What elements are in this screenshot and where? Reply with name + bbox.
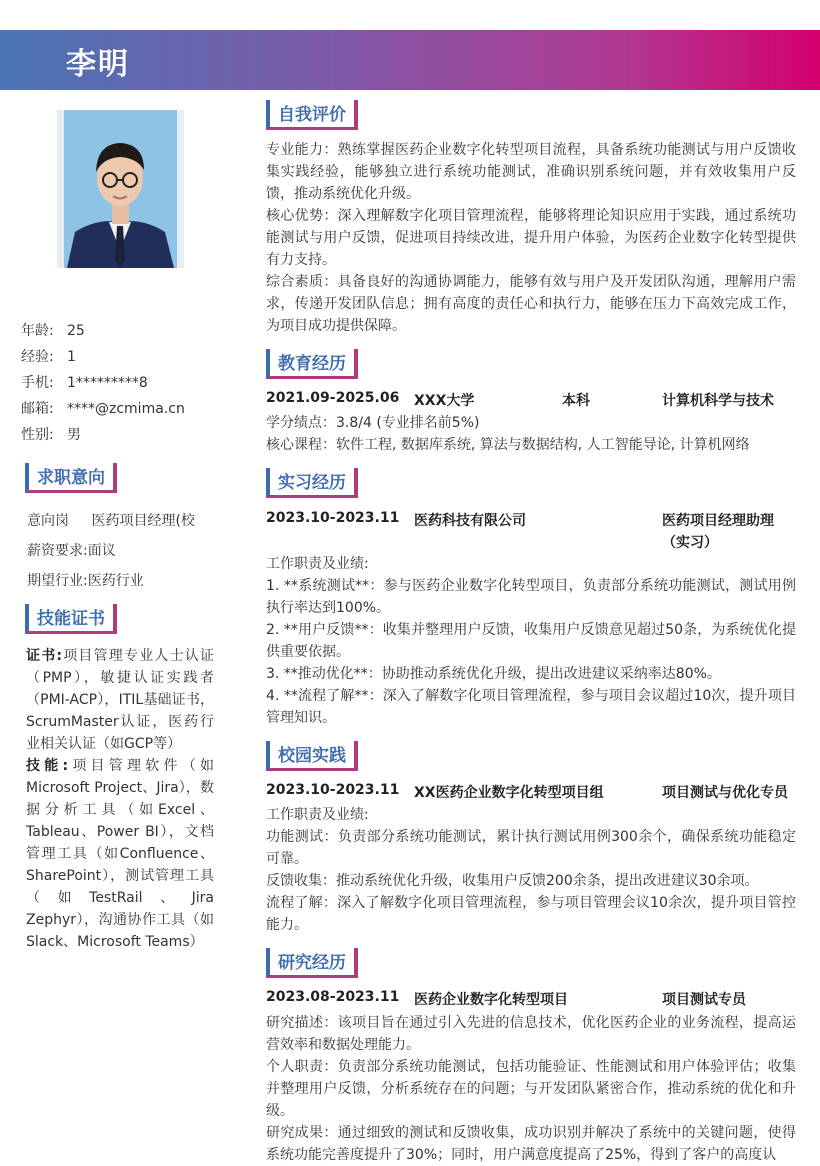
research-section-title: 研究经历 bbox=[266, 948, 358, 978]
internship-section-title: 实习经历 bbox=[266, 468, 358, 498]
research-period: 2023.08-2023.11 bbox=[266, 989, 400, 1005]
campus-role: 项目测试与优化专员 bbox=[662, 785, 788, 801]
intent-salary-value: 面议 bbox=[87, 543, 116, 559]
intent-salary bbox=[27, 540, 116, 560]
profile-label: 年龄: bbox=[21, 323, 54, 339]
internship-duties-label: 工作职责及业绩: bbox=[266, 556, 369, 572]
self-eval-qualities: 综合素质：具备良好的沟通协调能力，能够有效与用户及开发团队沟通，理解用户需求，传递开发团队信息；拥有高度的责任心和执行力，能够在压力下高效完成工作，为项目成功提供保障。 bbox=[266, 274, 796, 334]
internship-duty: 4. **流程了解**：深入了解数字化项目管理流程，参与项目会议超过10次，提升项目管理知识。 bbox=[266, 688, 796, 726]
skills-body bbox=[26, 645, 214, 953]
research-responsibility: 个人职责：负责部分系统功能测试，包括功能验证、性能测试和用户体验评估；收集并整理用户反馈，分析系统存在的问题；与开发团队紧密合作，推动系统的优化和升级。 bbox=[266, 1059, 796, 1119]
skill-label: 技能: bbox=[26, 758, 69, 774]
research-role: 项目测试专员 bbox=[662, 992, 746, 1008]
profile-email bbox=[21, 398, 185, 418]
campus-org: XX医药企业数字化转型项目组 bbox=[414, 785, 604, 801]
self-eval-professional: 专业能力：熟练掌握医药企业数字化转型项目流程，具备系统功能测试与用户反馈收集实践经验，能够独立进行系统功能测试，准确识别系统问题，并有效收集用户反馈，推动系统优化升级。 bbox=[266, 142, 796, 202]
profile-experience bbox=[21, 346, 76, 366]
campus-period: 2023.10-2023.11 bbox=[266, 782, 400, 798]
internship-role: 医药项目经理助理 bbox=[662, 513, 774, 529]
profile-label: 邮箱: bbox=[21, 401, 54, 417]
self-eval-strengths: 核心优势：深入理解数字化项目管理流程，能够将理论知识应用于实践，通过系统功能测试与用户反馈，促进项目持续改进，提升用户体验，为医药企业数字化转型提供有力支持。 bbox=[266, 208, 796, 268]
profile-label: 手机: bbox=[21, 375, 54, 391]
profile-value: 1*********8 bbox=[67, 375, 148, 391]
profile-value: 25 bbox=[67, 323, 85, 339]
candidate-name: 李明 bbox=[66, 47, 130, 82]
profile-label: 性别: bbox=[21, 427, 54, 443]
internship-company: 医药科技有限公司 bbox=[414, 513, 526, 529]
cert-label: 证书: bbox=[26, 648, 62, 664]
research-project: 医药企业数字化转型项目 bbox=[414, 992, 568, 1008]
campus-duty: 功能测试：负责部分系统功能测试，累计执行测试用例300余个，确保系统功能稳定可靠。 bbox=[266, 829, 796, 867]
intent-salary-label: 薪资要求: bbox=[27, 543, 88, 559]
profile-age bbox=[21, 320, 85, 340]
intent-industry-value: 医药行业 bbox=[87, 573, 144, 589]
profile-label: 经验: bbox=[21, 349, 54, 365]
internship-period: 2023.10-2023.11 bbox=[266, 510, 400, 526]
intent-position-label: 意向岗 bbox=[27, 513, 69, 529]
education-school: XXX大学 bbox=[414, 393, 475, 409]
campus-duties-label: 工作职责及业绩: bbox=[266, 807, 369, 823]
skill-text: 项目管理软件（如Microsoft Project、Jira），数据分析工具（如Excel、Tableau、Power BI），文档管理工具（如Confluence、SharePoint），测试管理工具（如TestRail、Jira Zephyr），沟通协作工具（如Slack、Microsoft Teams） bbox=[26, 758, 214, 950]
research-header-row bbox=[266, 989, 796, 1011]
campus-section-title: 校园实践 bbox=[266, 741, 358, 771]
intent-position-value: 医药项目经理(校 bbox=[91, 513, 195, 529]
profile-value: ****@zcmima.cn bbox=[67, 401, 185, 417]
skills-section-title: 技能证书 bbox=[25, 604, 117, 634]
self-eval-section-title: 自我评价 bbox=[266, 100, 358, 130]
cert-text: 项目管理专业人士认证（PMP），敏捷认证实践者（PMI-ACP），ITIL基础证书，ScrumMaster认证，医药行业相关认证（如GCP等） bbox=[26, 648, 214, 752]
profile-photo bbox=[57, 110, 184, 268]
internship-duty: 2. **用户反馈**：收集并整理用户反馈，收集用户反馈意见超过50条，为系统优化提供重要依据。 bbox=[266, 622, 796, 660]
research-description: 研究描述：该项目旨在通过引入先进的信息技术，优化医药企业的业务流程，提高运营效率和数据处理能力。 bbox=[266, 1015, 796, 1053]
education-header-row bbox=[266, 390, 796, 412]
intent-industry bbox=[27, 570, 144, 590]
internship-duty: 3. **推动优化**：协助推动系统优化升级，提出改进建议采纳率达80%。 bbox=[266, 666, 721, 682]
education-gpa: 学分绩点：3.8/4 (专业排名前5%) bbox=[266, 415, 480, 431]
education-degree: 本科 bbox=[562, 393, 590, 409]
internship-role-suffix: （实习） bbox=[662, 535, 718, 551]
internship-header-row bbox=[266, 510, 796, 554]
education-section-title: 教育经历 bbox=[266, 349, 358, 379]
education-period: 2021.09-2025.06 bbox=[266, 390, 400, 406]
profile-gender bbox=[21, 424, 81, 444]
campus-header-row bbox=[266, 782, 796, 804]
research-results: 研究成果：通过细致的测试和反馈收集，成功识别并解决了系统中的关键问题，使得系统功能完善度提升了30%；同时，用户满意度提高了25%，得到了客户的高度认 bbox=[266, 1125, 796, 1163]
intent-position bbox=[27, 510, 195, 530]
internship-duty: 1. **系统测试**：参与医药企业数字化转型项目，负责部分系统功能测试，测试用例执行率达到100%。 bbox=[266, 578, 796, 616]
campus-duty: 反馈收集：推动系统优化升级，收集用户反馈200余条，提出改进建议30余项。 bbox=[266, 873, 759, 889]
campus-duty: 流程了解：深入了解数字化项目管理流程，参与项目管理会议10余次，提升项目管控能力。 bbox=[266, 895, 796, 933]
profile-phone bbox=[21, 372, 148, 392]
intent-section-title: 求职意向 bbox=[25, 463, 117, 493]
intent-industry-label: 期望行业: bbox=[27, 573, 88, 589]
header-banner bbox=[0, 30, 820, 90]
profile-value: 1 bbox=[67, 349, 76, 365]
education-major: 计算机科学与技术 bbox=[662, 393, 774, 409]
education-courses: 核心课程：软件工程, 数据库系统, 算法与数据结构, 人工智能导论, 计算机网络 bbox=[266, 437, 750, 453]
profile-value: 男 bbox=[67, 427, 81, 443]
